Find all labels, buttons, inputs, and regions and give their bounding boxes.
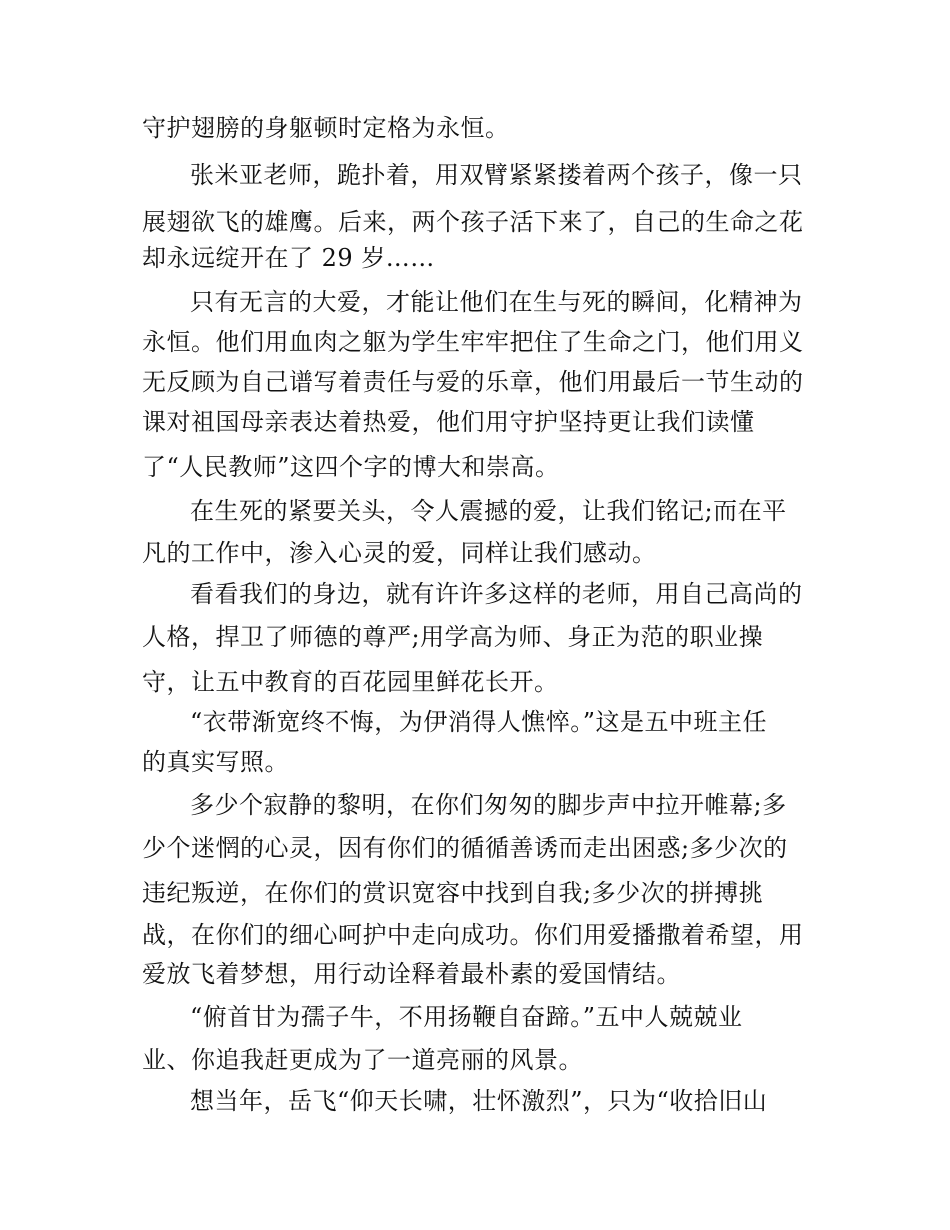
text-line: 永恒。他们用血肉之躯为学生牢牢把住了生命之门，他们用义 [142, 328, 804, 356]
paragraph-start-line: 张米亚老师，跪扑着，用双臂紧紧搂着两个孩子，像一只 [190, 161, 803, 189]
paragraph-start-line: 看看我们的身边，就有许许多这样的老师，用自己高尚的 [190, 580, 803, 608]
text-line: 违纪叛逆，在你们的赏识宽容中找到自我;多少次的拼搏挑 [142, 879, 764, 907]
text-line: 了“人民教师”这四个字的博大和崇高。 [142, 453, 560, 481]
text-line: 的真实写照。 [142, 748, 289, 776]
text-line: 无反顾为自己谱写着责任与爱的乐章，他们用最后一节生动的 [142, 368, 804, 396]
paragraph-start-line: “衣带渐宽终不悔，为伊消得人憔悴。”这是五中班主任 [190, 708, 768, 736]
paragraph-start-line: “俯首甘为孺子牛，不用扬鞭自奋蹄。”五中人兢兢业 [190, 1003, 743, 1031]
text-line: 展翅欲飞的雄鹰。后来，两个孩子活下来了，自己的生命之花 [142, 208, 804, 236]
text-line: 业、你追我赶更成为了一道亮丽的风景。 [142, 1046, 583, 1074]
text-line: 少个迷惘的心灵，因有你们的循循善诱而走出困惑;多少次的 [142, 834, 788, 862]
text-line: 守，让五中教育的百花园里鲜花长开。 [142, 668, 559, 696]
paragraph-start-line: 想当年，岳飞“仰天长啸，壮怀激烈”，只为“收拾旧山 [190, 1087, 768, 1115]
text-line: 守护翅膀的身躯顿时定格为永恒。 [142, 114, 510, 142]
text-line: 爱放飞着梦想，用行动诠释着最朴素的爱国情结。 [142, 960, 681, 988]
text-line: 却永远绽开在了 29 岁…… [142, 244, 435, 272]
text-line: 凡的工作中，渗入心灵的爱，同样让我们感动。 [142, 539, 657, 567]
text-line: 人格，捍卫了师德的尊严;用学高为师、身正为范的职业操 [142, 623, 764, 651]
paragraph-start-line: 多少个寂静的黎明，在你们匆匆的脚步声中拉开帷幕;多 [190, 791, 787, 819]
paragraph-start-line: 在生死的紧要关头，令人震撼的爱，让我们铭记;而在平 [190, 497, 787, 525]
text-line: 战，在你们的细心呵护中走向成功。你们用爱播撒着希望，用 [142, 921, 804, 949]
paragraph-start-line: 只有无言的大爱，才能让他们在生与死的瞬间，化精神为 [190, 288, 803, 316]
text-line: 课对祖国母亲表达着热爱，他们用守护坚持更让我们读懂 [142, 408, 755, 436]
